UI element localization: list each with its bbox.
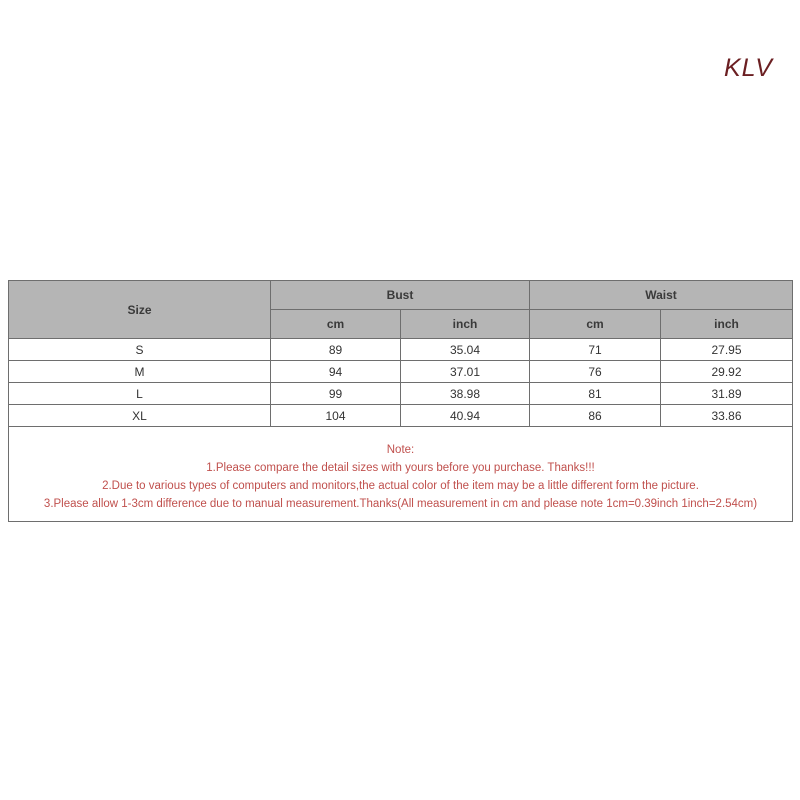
size-cell: XL xyxy=(9,405,271,427)
bust-cm-cell: 89 xyxy=(271,339,401,361)
bust-inch-cell: 40.94 xyxy=(401,405,530,427)
size-chart-table xyxy=(8,280,793,522)
table-row xyxy=(9,339,793,361)
bust-cm-cell: 99 xyxy=(271,383,401,405)
waist-inch-cell: 33.86 xyxy=(661,405,793,427)
table-row xyxy=(9,361,793,383)
header-row-groups xyxy=(9,281,793,310)
size-cell: S xyxy=(9,339,271,361)
bust-inch-header: inch xyxy=(401,310,530,339)
bust-cm-cell: 104 xyxy=(271,405,401,427)
bust-cm-cell: 94 xyxy=(271,361,401,383)
waist-cm-header: cm xyxy=(530,310,661,339)
bust-inch-cell: 35.04 xyxy=(401,339,530,361)
size-cell: L xyxy=(9,383,271,405)
bust-group-header: Bust xyxy=(271,281,530,310)
table-row xyxy=(9,383,793,405)
bust-inch-cell: 38.98 xyxy=(401,383,530,405)
brand-logo: KLV xyxy=(724,54,773,82)
note-line-3: 3.Please allow 1-3cm difference due to manual measurement.Thanks(All measurement in cm and please note 1cm=0.39inch 1inch=2.54cm) xyxy=(43,498,758,510)
note-line-1: 1.Please compare the detail sizes with yours before you purchase. Thanks!!! xyxy=(206,462,595,474)
waist-cm-cell: 76 xyxy=(530,361,661,383)
bust-inch-cell: 37.01 xyxy=(401,361,530,383)
table-row xyxy=(9,405,793,427)
note-title: Note: xyxy=(386,444,415,456)
size-cell: M xyxy=(9,361,271,383)
note-line-2: 2.Due to various types of computers and monitors,the actual color of the item may be a little different form the picture. xyxy=(102,480,699,492)
waist-cm-cell: 71 xyxy=(530,339,661,361)
waist-inch-cell: 27.95 xyxy=(661,339,793,361)
waist-inch-cell: 31.89 xyxy=(661,383,793,405)
bust-cm-header: cm xyxy=(271,310,401,339)
notes-cell xyxy=(9,427,793,522)
waist-cm-cell: 86 xyxy=(530,405,661,427)
waist-inch-cell: 29.92 xyxy=(661,361,793,383)
waist-cm-cell: 81 xyxy=(530,383,661,405)
size-column-header: Size xyxy=(9,281,271,339)
notes-row xyxy=(9,427,793,522)
waist-group-header: Waist xyxy=(530,281,793,310)
waist-inch-header: inch xyxy=(661,310,793,339)
